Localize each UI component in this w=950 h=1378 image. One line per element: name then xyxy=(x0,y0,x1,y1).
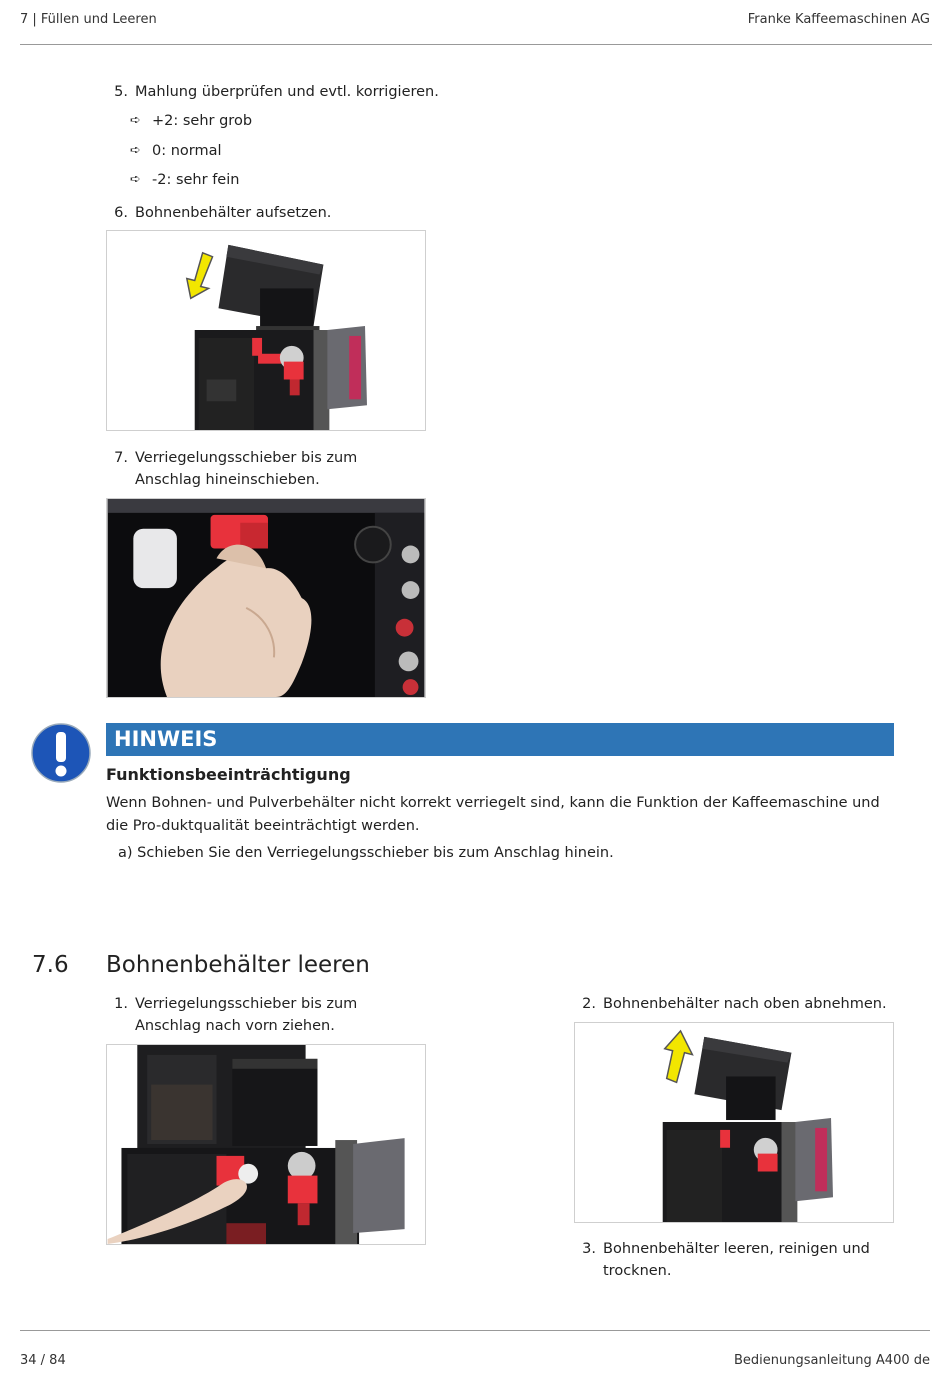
step-text: Mahlung überprüfen und evtl. korrigieren. xyxy=(135,84,439,100)
section-step-3 xyxy=(574,1238,894,1282)
notice-action: a) Schieben Sie den Verriegelungsschieber bis zum Anschlag hinein. xyxy=(118,845,614,861)
footer-document-title: Bedienungsanleitung A400 de xyxy=(734,1353,930,1368)
section-step-1 xyxy=(106,993,426,1037)
header-chapter: 7 | Füllen und Leeren xyxy=(20,12,157,27)
hopper-remove-illustration xyxy=(575,1023,893,1222)
result-item xyxy=(130,170,239,190)
photo-slider-push xyxy=(106,498,426,698)
step-number: 5. xyxy=(114,84,128,100)
header-company: Franke Kaffeemaschinen AG xyxy=(747,12,930,27)
notice-label: HINWEIS xyxy=(106,723,894,756)
step-number: 1. xyxy=(114,996,128,1012)
result-item xyxy=(130,141,222,161)
step-text: Verriegelungsschieber bis zum Anschlag hineinschieben. xyxy=(135,450,358,488)
hopper-attach-illustration xyxy=(107,231,425,430)
photo-hopper-remove xyxy=(574,1022,894,1223)
step-text: Bohnenbehälter aufsetzen. xyxy=(135,205,332,221)
section-title: Bohnenbehälter leeren xyxy=(106,952,370,978)
slider-pull-illustration xyxy=(107,1045,425,1244)
result-arrow-icon: ➪ xyxy=(130,113,141,128)
step-text: Verriegelungsschieber bis zum Anschlag nach vorn ziehen. xyxy=(135,996,358,1034)
footer-page-number: 34 / 84 xyxy=(20,1353,66,1368)
step-5 xyxy=(106,81,526,103)
section-number: 7.6 xyxy=(32,952,69,978)
result-text: 0: normal xyxy=(152,143,222,159)
step-7 xyxy=(106,447,426,491)
step-number: 3. xyxy=(582,1241,596,1257)
result-text: -2: sehr fein xyxy=(152,172,240,188)
photo-hopper-attach xyxy=(106,230,426,431)
result-item xyxy=(130,111,252,131)
step-number: 6. xyxy=(114,205,128,221)
photo-slider-pull xyxy=(106,1044,426,1245)
step-text: Bohnenbehälter leeren, reinigen und trocknen. xyxy=(603,1241,870,1279)
notice-body: Wenn Bohnen- und Pulverbehälter nicht korrekt verriegelt sind, kann die Funktion der Kaffeemaschine und die Pro-duktqualität beeinträchtigt werden. xyxy=(106,795,880,834)
step-6 xyxy=(106,202,526,224)
notice-subtitle: Funktionsbeeinträchtigung xyxy=(106,765,351,784)
step-number: 2. xyxy=(582,996,596,1012)
step-number: 7. xyxy=(114,450,128,466)
slider-push-illustration xyxy=(107,499,425,697)
result-arrow-icon: ➪ xyxy=(130,172,141,187)
result-arrow-icon: ➪ xyxy=(130,143,141,158)
footer-divider xyxy=(20,1330,930,1331)
step-text: Bohnenbehälter nach oben abnehmen. xyxy=(603,996,887,1012)
header-divider xyxy=(20,44,932,45)
mandatory-notice-icon xyxy=(30,722,92,784)
section-step-2 xyxy=(574,993,894,1015)
result-text: +2: sehr grob xyxy=(152,113,253,129)
